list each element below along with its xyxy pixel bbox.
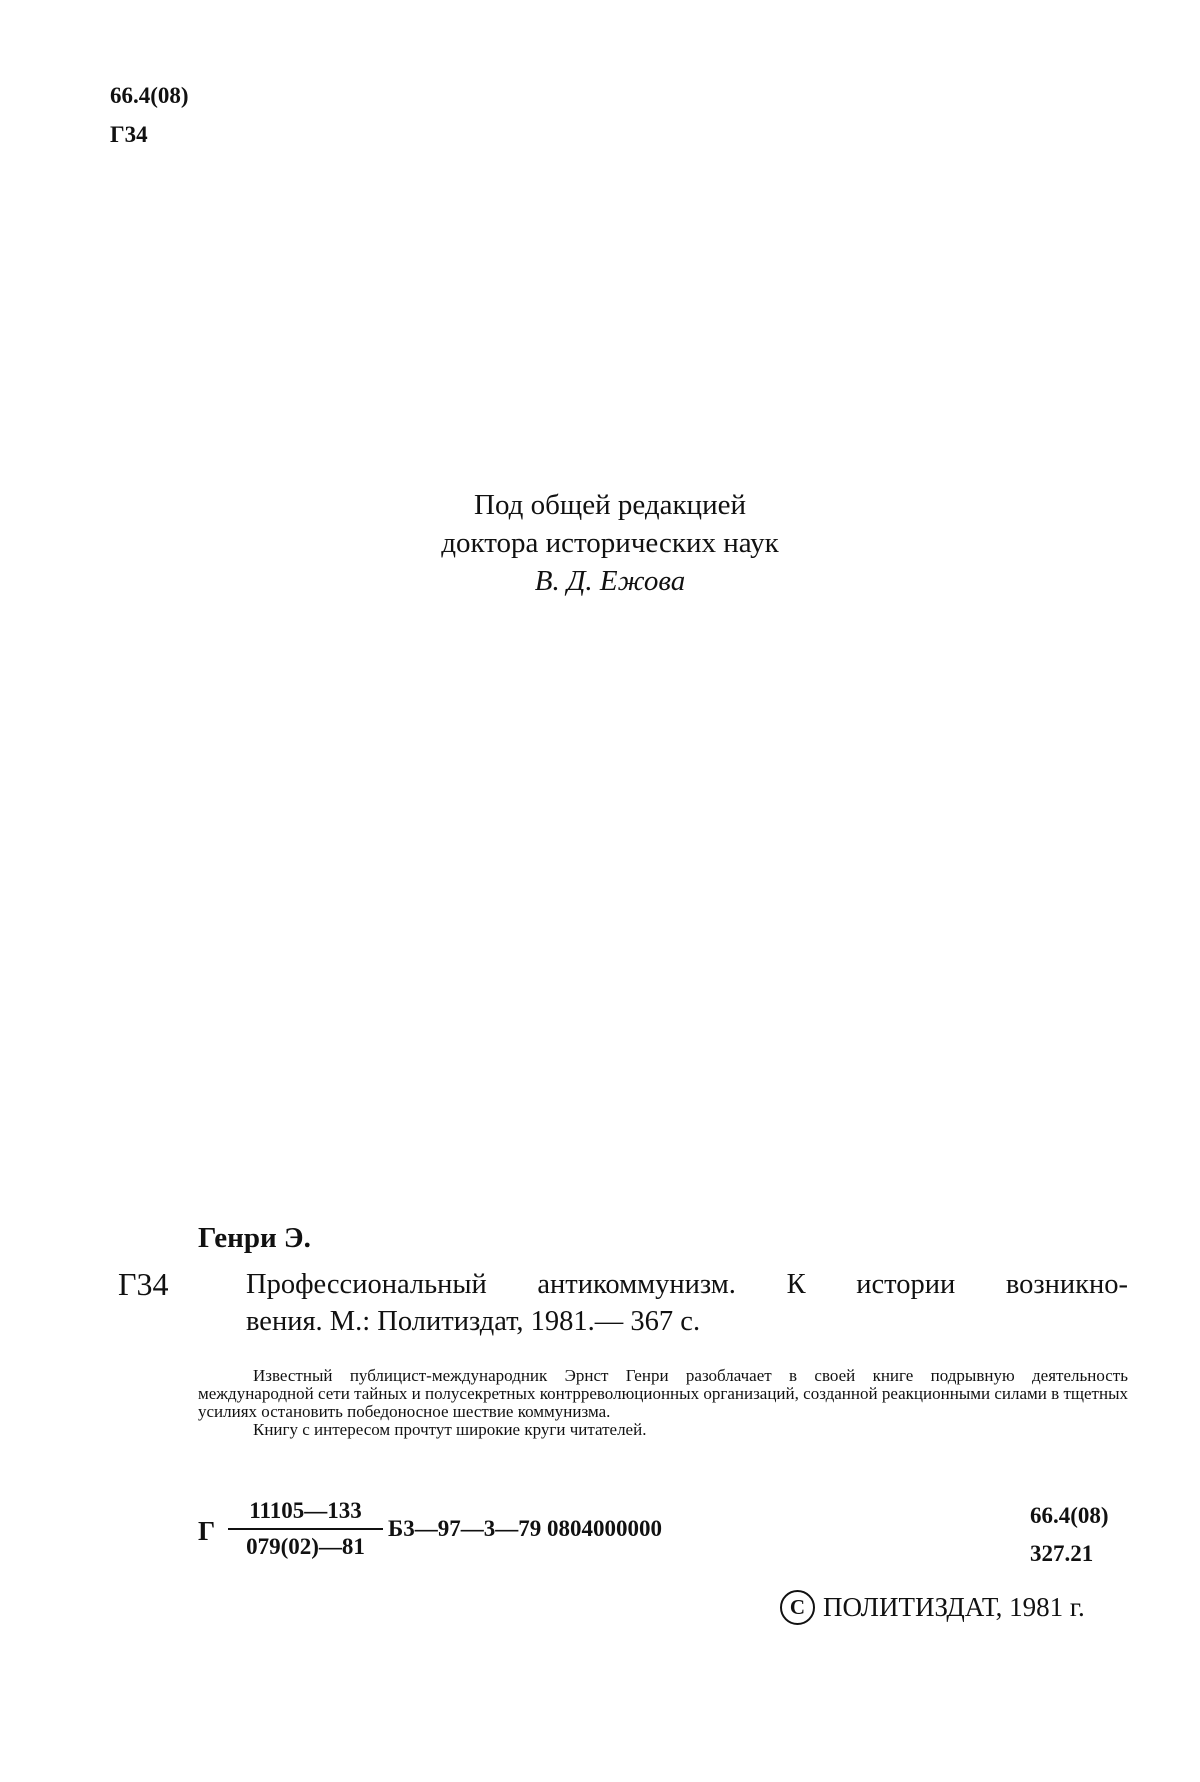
description-word: истории (856, 1269, 956, 1300)
editor-name: В. Д. Ежова (534, 565, 686, 597)
copyright-icon: C (780, 1590, 815, 1625)
description-word: антикоммунизм. (537, 1269, 736, 1300)
editor-line-1: Под общей редакцией (474, 489, 746, 521)
fraction-numerator: 11105—133 (228, 1496, 383, 1530)
description-word: К (786, 1269, 806, 1300)
bbk-code-top: 66.4(08) (110, 83, 189, 108)
annotation-paragraph: Книгу с интересом прочтут широкие круги читателей. (253, 1420, 647, 1439)
catalog-author-mark: Г34 (118, 1266, 169, 1302)
catalog-author: Генри Э. (198, 1222, 311, 1254)
description-word: Профессиональный (246, 1269, 487, 1300)
imprint-classification (1030, 1497, 1109, 1573)
editor-line-2: доктора исторических наук (441, 527, 779, 559)
fraction-denominator: 079(02)—81 (246, 1534, 365, 1559)
bbk-code-bottom: 66.4(08) (1030, 1503, 1109, 1528)
annotation-paragraph: Известный публицист-международник Эрнст Генри разоблачает в своей книге подрывную деятельность международной сети тайных и полусекретных контрреволюционных организаций, созданной реакционными силами в тщетных усилиях остановить победоносное шествие коммунизма. (198, 1366, 1128, 1421)
description-line-2: вения. М.: Политиздат, 1981.— 367 с. (246, 1306, 701, 1337)
imprint-bz-code: Б3—97—3—79 0804000000 (388, 1516, 662, 1541)
annotation (198, 1367, 1128, 1439)
imprint-letter: Г (198, 1516, 216, 1546)
copyright-line (780, 1590, 1085, 1625)
copyright-text: ПОЛИТИЗДАТ, 1981 г. (823, 1592, 1085, 1622)
editorial-credit (300, 486, 920, 600)
udk-code: 327.21 (1030, 1541, 1094, 1566)
catalog-description (246, 1266, 1128, 1340)
description-word: возникно- (1005, 1269, 1128, 1300)
author-mark-top: Г34 (110, 122, 148, 147)
description-line-1 (246, 1266, 1128, 1303)
imprint-fraction (228, 1496, 383, 1562)
